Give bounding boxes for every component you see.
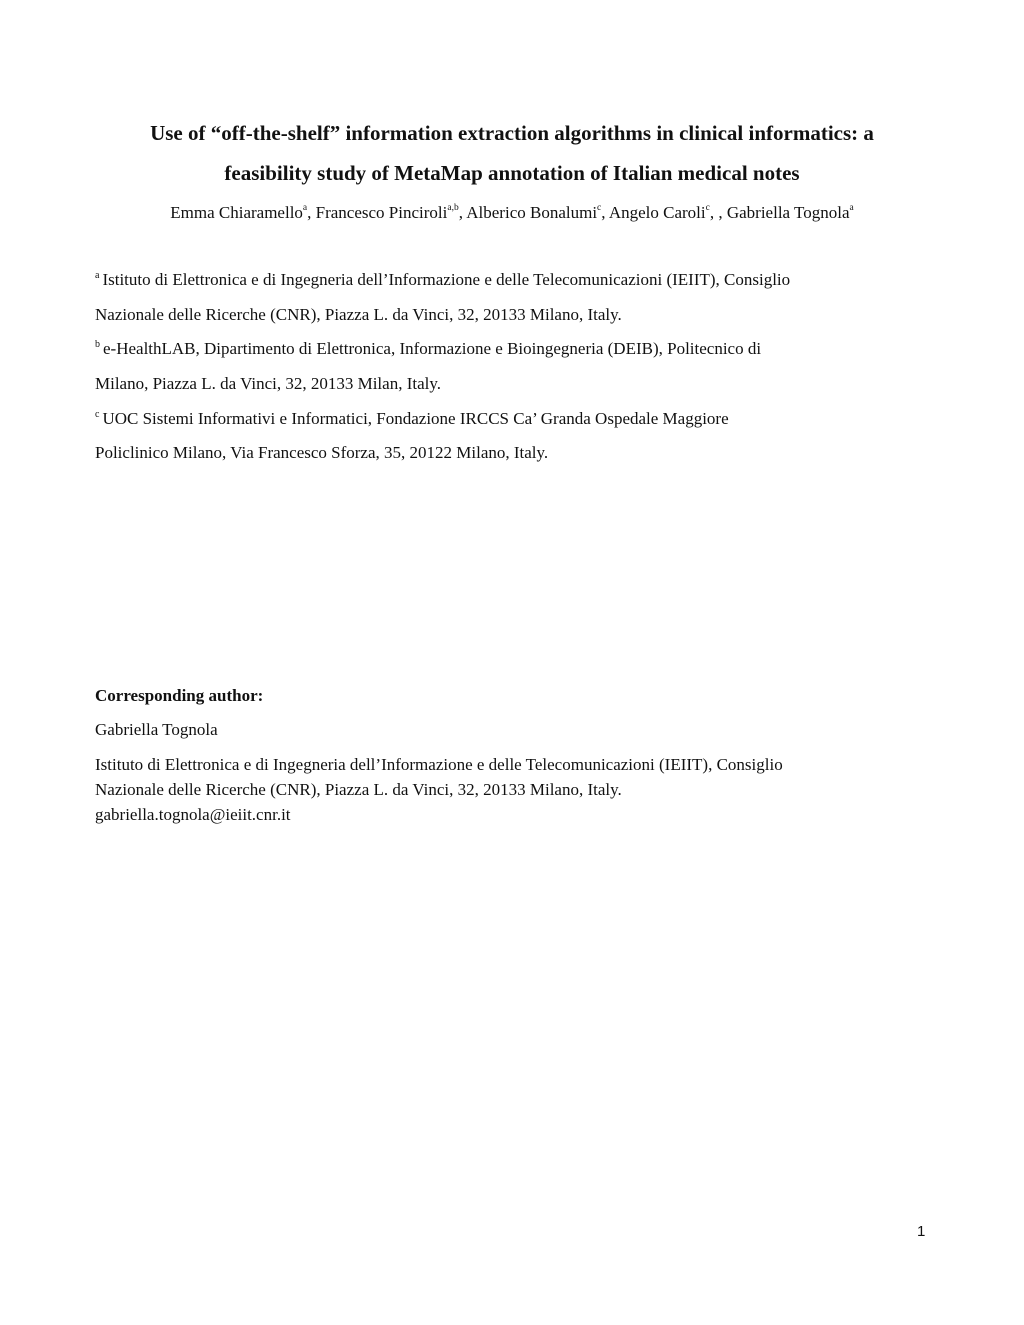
corresponding-author-address-line-2: Nazionale delle Ricerche (CNR), Piazza L. da Vinci, 32, 20133 Milano, Italy. [95, 780, 622, 799]
author-separator: , [307, 203, 316, 222]
corresponding-author-email[interactable]: gabriella.tognola@ieiit.cnr.it [95, 805, 291, 824]
author-list [60, 202, 964, 224]
author-affiliation-mark: c [705, 203, 710, 214]
affiliation-mark: b [95, 339, 100, 351]
affiliation-c-line-1 [95, 408, 935, 430]
author-name: Angelo Caroli [608, 203, 706, 222]
author-separator: , , [709, 203, 727, 222]
affiliation-b-line-2: Milano, Piazza L. da Vinci, 32, 20133 Milan, Italy. [95, 374, 441, 393]
affiliation-mark: c [95, 409, 100, 421]
affiliation-b-line-1 [95, 338, 935, 360]
affiliation-mark: a [95, 270, 100, 282]
author-name: Alberico Bonalumi [466, 203, 598, 222]
corresponding-author-heading: Corresponding author: [95, 686, 264, 705]
affiliation-c-line-2: Policlinico Milano, Via Francesco Sforza, 35, 20122 Milano, Italy. [95, 443, 549, 462]
affiliation-a-line-1 [95, 269, 935, 291]
author-separator: , [601, 203, 609, 222]
paper-title-line-1: Use of “off-the-shelf” information extraction algorithms in clinical informatics: a [150, 121, 874, 145]
affiliation-text: Istituto di Elettronica e di Ingegneria dell’Informazione e delle Telecomunicazioni (IEIIT), Consiglio [102, 270, 791, 289]
paper-title-line-2: feasibility study of MetaMap annotation of Italian medical notes [224, 161, 800, 185]
author-affiliation-mark: a,b [447, 203, 459, 214]
page-number: 1 [917, 1223, 926, 1240]
affiliation-text: e-HealthLAB, Dipartimento di Elettronica, Informazione e Bioingegneria (DEIB), Politecnico di [103, 339, 762, 358]
author-name: Gabriella Tognola [726, 203, 850, 222]
author-name: Emma Chiaramello [170, 203, 303, 222]
corresponding-author-name: Gabriella Tognola [95, 720, 218, 739]
affiliation-text: UOC Sistemi Informativi e Informatici, Fondazione IRCCS Ca’ Granda Ospedale Maggiore [102, 409, 729, 428]
author-affiliation-mark: a [302, 203, 308, 214]
corresponding-author-address-line-1: Istituto di Elettronica e di Ingegneria dell’Informazione e delle Telecomunicazioni (IEIIT), Consiglio [95, 755, 783, 774]
author-name: Francesco Pinciroli [315, 203, 448, 222]
author-affiliation-mark: a [849, 203, 854, 214]
author-affiliation-mark: c [597, 203, 602, 214]
author-separator: , [458, 203, 467, 222]
affiliation-a-line-2: Nazionale delle Ricerche (CNR), Piazza L. da Vinci, 32, 20133 Milano, Italy. [95, 305, 622, 324]
